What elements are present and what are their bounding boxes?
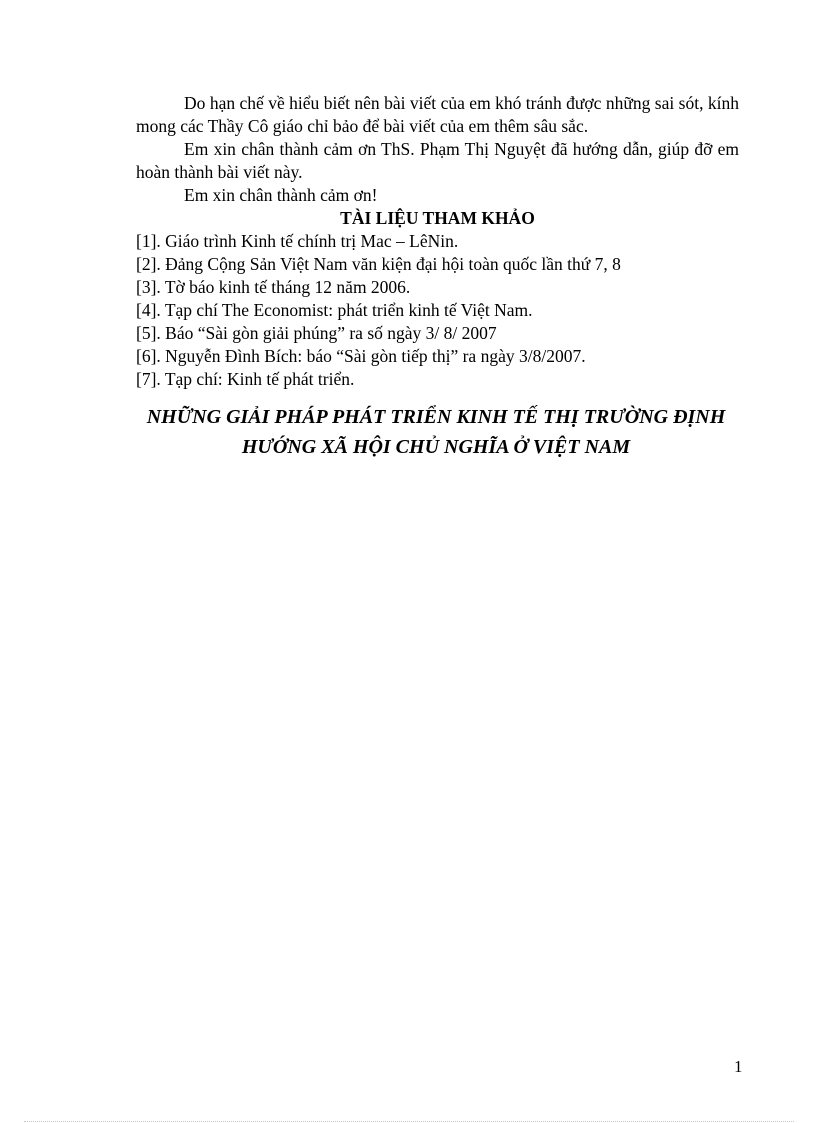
reference-item: [2]. Đảng Cộng Sản Việt Nam văn kiện đại hội toàn quốc lần thứ 7, 8: [136, 254, 621, 274]
body-text: [136, 92, 739, 391]
section-heading-line-1: NHỮNG GIẢI PHÁP PHÁT TRIỂN KINH TẾ THỊ TRƯỜNG ĐỊNH: [146, 406, 726, 428]
section-heading: [120, 402, 752, 462]
page-number: 1: [734, 1057, 743, 1076]
reference-item: [7]. Tạp chí: Kinh tế phát triển.: [136, 369, 355, 389]
paragraph-thanks-advisor: Em xin chân thành cảm ơn ThS. Phạm Thị Nguyệt đã hướng dẫn, giúp đỡ em hoàn thành bài viết này.: [136, 139, 739, 182]
reference-item: [5]. Báo “Sài gòn giải phúng” ra số ngày 3/ 8/ 2007: [136, 323, 497, 343]
page-bottom-divider: [24, 1121, 794, 1122]
section-heading-line-2: HƯỚNG XÃ HỘI CHỦ NGHĨA Ở VIỆT NAM: [241, 436, 631, 458]
paragraph-apology: Do hạn chế về hiểu biết nên bài viết của em khó tránh được những sai sót, kính mong các Thầy Cô giáo chỉ bảo để bài viết của em thêm sâu sắc.: [136, 93, 739, 136]
reference-item: [3]. Tờ báo kinh tế tháng 12 năm 2006.: [136, 277, 411, 297]
references-list: [136, 230, 739, 391]
paragraph-thanks: Em xin chân thành cảm ơn!: [184, 185, 378, 205]
reference-item: [1]. Giáo trình Kinh tế chính trị Mac – LêNin.: [136, 231, 459, 251]
reference-item: [6]. Nguyễn Đình Bích: báo “Sài gòn tiếp thị” ra ngày 3/8/2007.: [136, 346, 586, 366]
references-title: TÀI LIỆU THAM KHẢO: [340, 208, 535, 228]
reference-item: [4]. Tạp chí The Economist: phát triển kinh tế Việt Nam.: [136, 300, 533, 320]
